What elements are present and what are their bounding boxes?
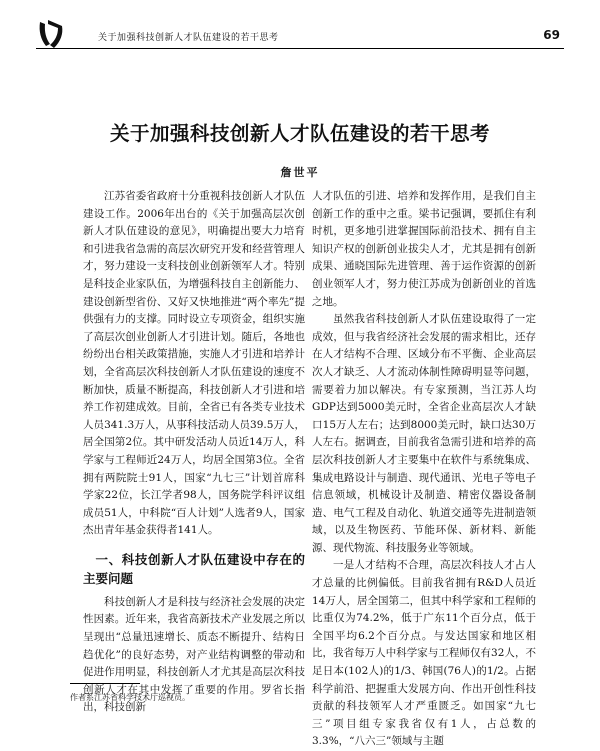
article-author: 詹世平 [280,166,320,179]
running-title: 关于加强科技创新人才队伍建设的若干思考 [98,33,279,43]
right-paragraph-1: 人才队伍的引进、培养和发挥作用，是我们自主创新工作的重中之重。梁书记强调，要抓住有利时机，更多地引进掌握国际前沿技术、拥有自主知识产权的创新创业拔尖人才，尤其是拥有创新成果、通晓国际先进管理、善于运作资源的创新创业领军人才，努力使江苏成为创新创业的首选之地。 [312,190,536,308]
right-paragraph-2: 虽然我省科技创新人才队伍建设取得了一定成效，但与我省经济社会发展的需求相比，还存在人才结构不合理、区域分布不平衡、企业高层次人才缺乏、人才流动体制性障碍明显等问题，需要着力加以解决。有专家预测，当江苏人均GDP达到5000美元时，全省企业高层次人才缺口15万人左右；达到8000美元时，缺口达30万人左右。据调查，目前我省急需引进和培养的高层次科技创新人才主要集中在软件与系统集成、集成电路设计与制造、现代通讯、光电子等电子信息领域，机械设计及制造、精密仪器设备制造、电气工程及自动化、轨道交通等先进制造领域，以及生物医药、节能环保、新材料、新能源、现代物流、科技服务业等领域。 [312,313,536,554]
article-title: 关于加强科技创新人才队伍建设的若干思考 [109,122,490,145]
running-header [36,18,564,52]
right-column [312,188,536,751]
page-number: 69 [543,28,560,42]
right-paragraph-3: 一是人才结构不合理，高层次科技人才占人才总量的比例偏低。目前我省拥有R&D人员近14万人，居全国第二，但其中科学家和工程师的比重仅为74.2%，低于广东11个百分点，低于全国平均6.2个百分点。与发达国家和地区相比，我省每万人中科学家与工程师仅有32人，不足日本(102人)的1/3、韩国(76人)的1/2。占据科学前沿、把握重大发展方向、作出开创性科技贡献的科技领军人才严重匮乏。如国家“九七三”项目组专家我省仅有1人，占总数的3.3%，“八六三”领域与主题 [312,559,536,748]
author-footnote: 作者系江苏省科学技术厅巡视员。 [70,693,190,702]
left-column [83,188,305,717]
header-rule [36,48,564,49]
left-paragraph-2: 科技创新人才是科技与经济社会发展的决定性因素。近年来，我省高新技术产业发展之所以呈现出“总量迅速增长、质态不断提升、结构日趋优化”的良好态势，对产业结构调整的带动和促进作用明显，科技创新人才尤其是高层次科技创新人才在其中发挥了重要的作用。罗省长指出，科技创新 [83,595,305,714]
journal-logo-icon [36,18,66,50]
footnote-rule [70,683,140,684]
left-paragraph-1: 江苏省委省政府十分重视科技创新人才队伍建设工作。2006年出台的《关于加强高层次创新人才队伍建设的意见》，明确提出要大力培育和引进我省急需的高层次研究开发和经营管理人才，努力建设一支科技创业创新领军人才。特别是科技企业家队伍，为增强科技自主创新能力、建设创新型省份、又好又快地推进“两个率先”提供强有力的支撑。同时设立专项资金，组织实施了高层次创业创新人才引进计划。随后，各地也纷纷出台相关政策措施，实施人才引进和培养计划，全省高层次科技创新人才队伍建设的速度不断加快，质量不断提高，科技创新人才引进和培养工作初建成效。目前，全省已有各类专业技术人员341.3万人，从事科技活动人员39.5万人，居全国第2位。其中研发活动人员近14万人，科学家与工程师近24万人，均居全国第3位。全省拥有两院院士91人，国家“九七三”计划首席科学家22位，长江学者98人，国务院学科评议组成员51人，中科院“百人计划”人选者9人，国家杰出青年基金获得者141人。 [83,190,305,537]
section-heading: 一、科技创新人才队伍建设中存在的主要问题 [83,551,305,586]
